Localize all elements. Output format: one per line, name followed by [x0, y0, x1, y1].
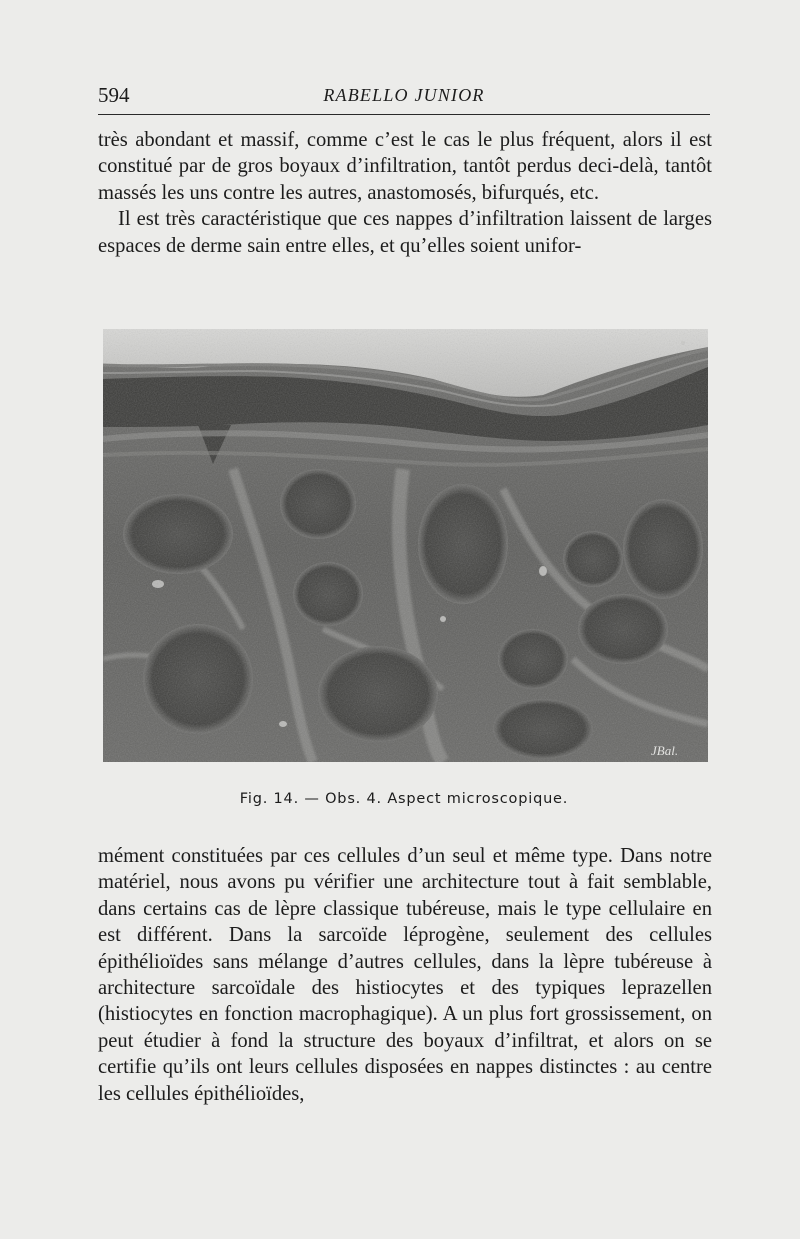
paragraph: Il est très caractéristique que ces nappes d’infiltration laissent de larges espaces de derme sain entre elles, et qu’elles soient unifor- [98, 208, 712, 257]
page-number: 594 [98, 83, 130, 107]
micrograph-image [103, 329, 708, 762]
body-text-top [98, 127, 712, 259]
figure-caption: Fig. 14. — Obs. 4. Aspect microscopique. [239, 791, 569, 807]
header-rule [98, 114, 710, 115]
paragraph: mément constituées par ces cellules d’un seul et même type. Dans notre matériel, nous avons pu vérifier une architecture tout à fait semblable, dans certains cas de lèpre classique tubéreuse, mais le type cellulaire en est différent. Dans la sarcoïde léprogène, seulement des cellules épithélioïdes sans mélange d’autres cellules, dans la lèpre tubéreuse à architecture sarcoïdale des histiocytes et des typiques leprazellen (histiocytes en fonction macrophagique). A un plus fort grossissement, on peut étudier à fond la structure des boyaux d’infiltrat, et alors on se certifie qu’ils ont leurs cellules disposées en nappes distinctes : au centre les cellules épithélioïdes, [98, 845, 712, 1105]
paragraph: très abondant et massif, comme c’est le cas le plus fréquent, alors il est constitué par de gros boyaux d’infiltration, tantôt perdus deci-delà, tantôt massés les uns contre les autres, anastomosés, bifurqués, etc. [98, 129, 712, 204]
body-text-bottom [98, 843, 712, 1107]
running-head: RABELLO JUNIOR [323, 85, 485, 105]
micrograph-figure [103, 329, 708, 762]
page-header [98, 82, 710, 112]
figure-signature: JBal. [651, 743, 679, 758]
